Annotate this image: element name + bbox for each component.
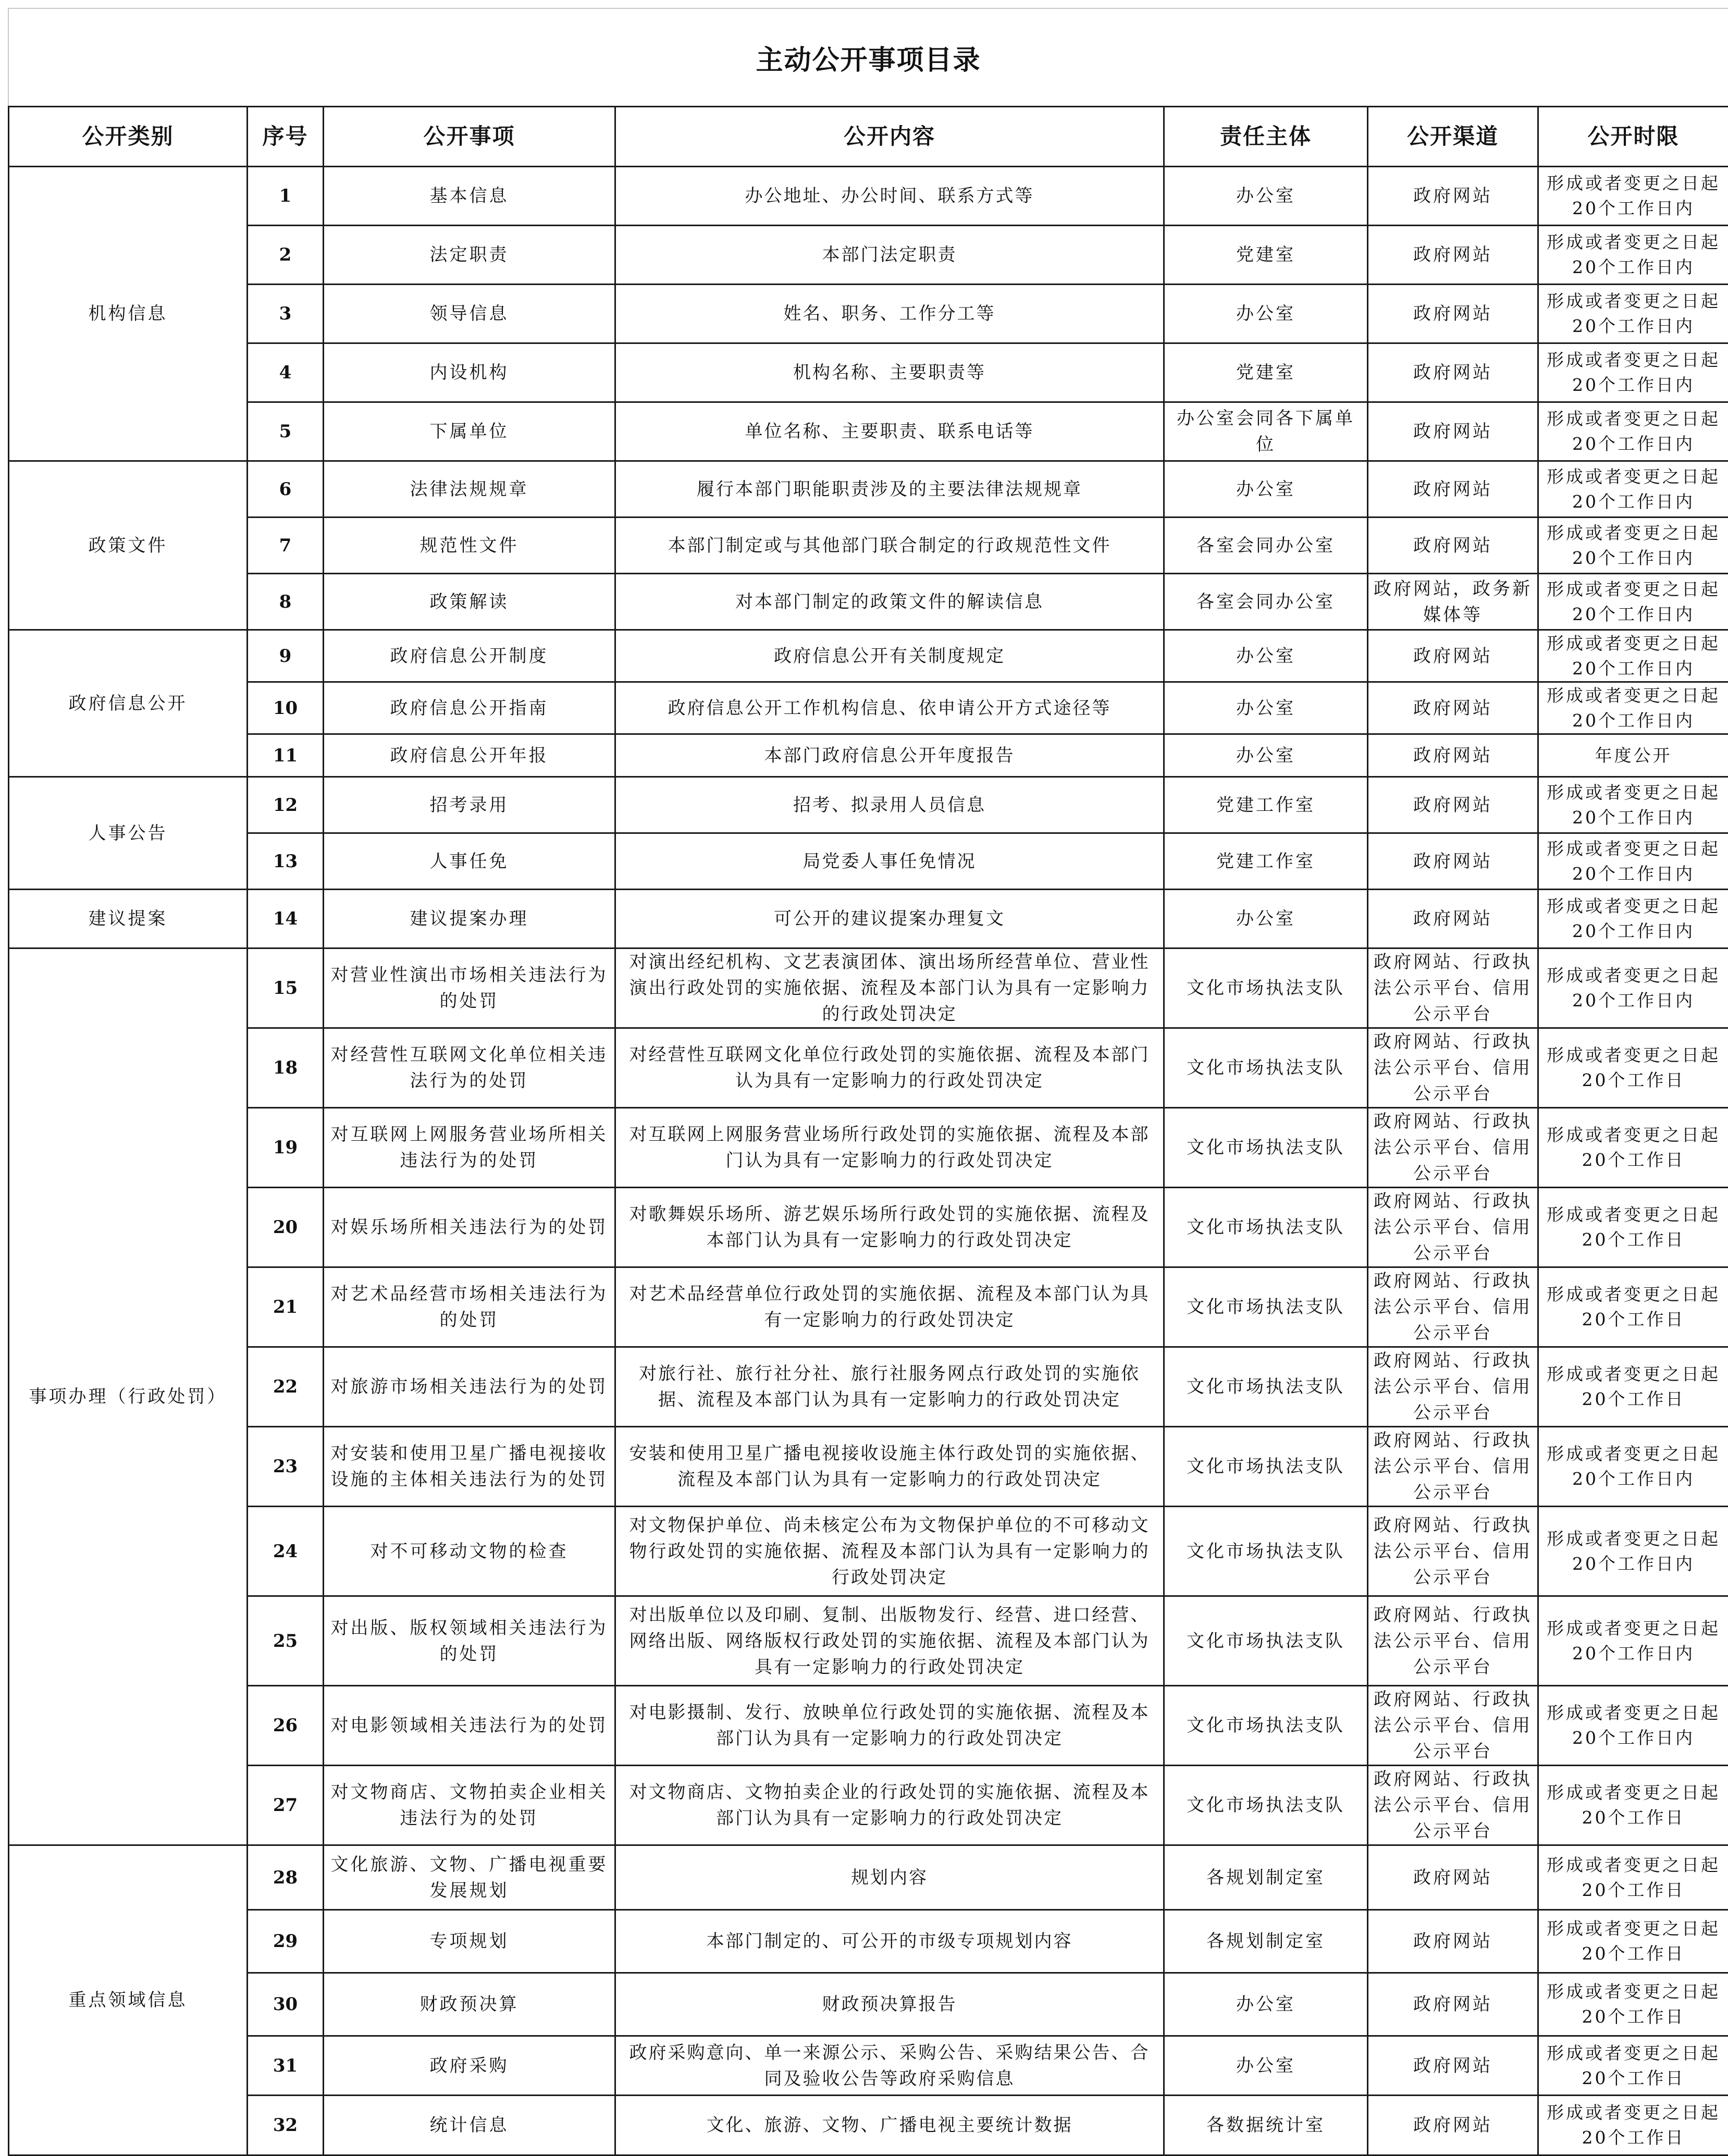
seq-cell: 24: [248, 1507, 324, 1596]
channel-cell: 政府网站: [1368, 2096, 1538, 2155]
seq-cell: 18: [248, 1028, 324, 1108]
header-category: 公开类别: [9, 107, 248, 167]
subject-cell: 办公室: [1164, 1973, 1368, 2036]
time-cell: 形成或者变更之日起20个工作日内: [1538, 948, 1728, 1028]
subject-cell: 各数据统计室: [1164, 2096, 1368, 2155]
content-cell: 对旅行社、旅行社分社、旅行社服务网点行政处罚的实施依据、流程及本部门认为具有一定影响力的行政处罚决定: [615, 1347, 1164, 1427]
item-cell: 财政预决算: [324, 1973, 615, 2036]
time-cell: 形成或者变更之日起20个工作日内: [1538, 1686, 1728, 1766]
subject-cell: 党建工作室: [1164, 777, 1368, 833]
seq-cell: 10: [248, 682, 324, 734]
category-cell: 政策文件: [9, 461, 248, 630]
table-row: [9, 1845, 1728, 1910]
channel-cell: 政府网站: [1368, 1910, 1538, 1973]
channel-cell: 政府网站: [1368, 1845, 1538, 1910]
table-row: [9, 574, 1728, 630]
content-cell: 本部门法定职责: [615, 226, 1164, 285]
time-cell: 形成或者变更之日起20个工作日内: [1538, 630, 1728, 682]
subject-cell: 办公室: [1164, 890, 1368, 948]
subject-cell: 各规划制定室: [1164, 1845, 1368, 1910]
seq-cell: 19: [248, 1108, 324, 1188]
subject-cell: 文化市场执法支队: [1164, 1188, 1368, 1267]
seq-cell: 2: [248, 226, 324, 285]
seq-cell: 21: [248, 1267, 324, 1347]
channel-cell: 政府网站: [1368, 402, 1538, 461]
header-item: 公开事项: [324, 107, 615, 167]
seq-cell: 8: [248, 574, 324, 630]
item-cell: 文化旅游、文物、广播电视重要发展规划: [324, 1845, 615, 1910]
time-cell: 形成或者变更之日起20个工作日内: [1538, 343, 1728, 402]
table-row: [9, 1973, 1728, 2036]
seq-cell: 4: [248, 343, 324, 402]
time-cell: 形成或者变更之日起20个工作日内: [1538, 226, 1728, 285]
time-cell: 形成或者变更之日起20个工作日: [1538, 2036, 1728, 2096]
time-cell: 形成或者变更之日起20个工作日内: [1538, 285, 1728, 343]
table-row: [9, 1267, 1728, 1347]
header-row: [9, 107, 1728, 167]
time-cell: 形成或者变更之日起20个工作日内: [1538, 461, 1728, 518]
time-cell: 形成或者变更之日起20个工作日内: [1538, 890, 1728, 948]
seq-cell: 32: [248, 2096, 324, 2155]
seq-cell: 7: [248, 518, 324, 574]
table-row: [9, 682, 1728, 734]
table-row: [9, 1108, 1728, 1188]
seq-cell: 23: [248, 1427, 324, 1507]
channel-cell: 政府网站: [1368, 226, 1538, 285]
item-cell: 对安装和使用卫星广播电视接收设施的主体相关违法行为的处罚: [324, 1427, 615, 1507]
channel-cell: 政府网站: [1368, 285, 1538, 343]
time-cell: 形成或者变更之日起20个工作日: [1538, 1347, 1728, 1427]
content-cell: 对本部门制定的政策文件的解读信息: [615, 574, 1164, 630]
content-cell: 履行本部门职能职责涉及的主要法律法规规章: [615, 461, 1164, 518]
header-channel: 公开渠道: [1368, 107, 1538, 167]
content-cell: 本部门制定的、可公开的市级专项规划内容: [615, 1910, 1164, 1973]
item-cell: 对互联网上网服务营业场所相关违法行为的处罚: [324, 1108, 615, 1188]
table-row: [9, 1910, 1728, 1973]
item-cell: 对出版、版权领域相关违法行为的处罚: [324, 1596, 615, 1686]
table-row: [9, 734, 1728, 777]
table-row: [9, 777, 1728, 833]
time-cell: 形成或者变更之日起20个工作日: [1538, 1845, 1728, 1910]
table-row: [9, 1507, 1728, 1596]
title-cell: [8, 8, 1728, 106]
table-row: [9, 948, 1728, 1028]
subject-cell: 党建室: [1164, 226, 1368, 285]
header-time: 公开时限: [1538, 107, 1728, 167]
subject-cell: 文化市场执法支队: [1164, 1507, 1368, 1596]
seq-cell: 22: [248, 1347, 324, 1427]
table-row: [9, 402, 1728, 461]
category-cell: 人事公告: [9, 777, 248, 890]
time-cell: 形成或者变更之日起20个工作日内: [1538, 682, 1728, 734]
subject-cell: 文化市场执法支队: [1164, 1267, 1368, 1347]
item-cell: 政府信息公开指南: [324, 682, 615, 734]
channel-cell: 政府网站: [1368, 833, 1538, 890]
page-title: 主动公开事项目录: [756, 38, 981, 77]
channel-cell: 政府网站、行政执法公示平台、信用公示平台: [1368, 1766, 1538, 1845]
table-row: [9, 285, 1728, 343]
item-cell: 法定职责: [324, 226, 615, 285]
item-cell: 法律法规规章: [324, 461, 615, 518]
item-cell: 基本信息: [324, 167, 615, 226]
time-cell: 形成或者变更之日起20个工作日内: [1538, 1507, 1728, 1596]
subject-cell: 文化市场执法支队: [1164, 1427, 1368, 1507]
subject-cell: 文化市场执法支队: [1164, 1108, 1368, 1188]
channel-cell: 政府网站，政务新媒体等: [1368, 574, 1538, 630]
item-cell: 领导信息: [324, 285, 615, 343]
content-cell: 本部门制定或与其他部门联合制定的行政规范性文件: [615, 518, 1164, 574]
table-row: [9, 630, 1728, 682]
time-cell: 形成或者变更之日起20个工作日内: [1538, 402, 1728, 461]
item-cell: 政策解读: [324, 574, 615, 630]
table-row: [9, 890, 1728, 948]
table-row: [9, 518, 1728, 574]
table-row: [9, 1766, 1728, 1845]
content-cell: 政府信息公开工作机构信息、依申请公开方式途径等: [615, 682, 1164, 734]
channel-cell: 政府网站、行政执法公示平台、信用公示平台: [1368, 1267, 1538, 1347]
seq-cell: 25: [248, 1596, 324, 1686]
subject-cell: 党建室: [1164, 343, 1368, 402]
time-cell: 形成或者变更之日起20个工作日内: [1538, 1427, 1728, 1507]
time-cell: 形成或者变更之日起20个工作日内: [1538, 167, 1728, 226]
catalog-sheet: [8, 8, 1728, 2156]
subject-cell: 各室会同办公室: [1164, 518, 1368, 574]
item-cell: 对电影领域相关违法行为的处罚: [324, 1686, 615, 1766]
content-cell: 对电影摄制、发行、放映单位行政处罚的实施依据、流程及本部门认为具有一定影响力的行政处罚决定: [615, 1686, 1164, 1766]
seq-cell: 5: [248, 402, 324, 461]
catalog-table: [8, 106, 1728, 2156]
content-cell: 政府信息公开有关制度规定: [615, 630, 1164, 682]
category-cell: 建议提案: [9, 890, 248, 948]
content-cell: 政府采购意向、单一来源公示、采购公告、采购结果公告、合同及验收公告等政府采购信息: [615, 2036, 1164, 2096]
content-cell: 招考、拟录用人员信息: [615, 777, 1164, 833]
subject-cell: 文化市场执法支队: [1164, 1028, 1368, 1108]
seq-cell: 29: [248, 1910, 324, 1973]
subject-cell: 文化市场执法支队: [1164, 1686, 1368, 1766]
seq-cell: 9: [248, 630, 324, 682]
category-cell: 政府信息公开: [9, 630, 248, 777]
seq-cell: 28: [248, 1845, 324, 1910]
item-cell: 统计信息: [324, 2096, 615, 2155]
subject-cell: 文化市场执法支队: [1164, 1347, 1368, 1427]
time-cell: 形成或者变更之日起20个工作日: [1538, 1188, 1728, 1267]
channel-cell: 政府网站: [1368, 777, 1538, 833]
channel-cell: 政府网站: [1368, 734, 1538, 777]
channel-cell: 政府网站、行政执法公示平台、信用公示平台: [1368, 1507, 1538, 1596]
table-row: [9, 167, 1728, 226]
content-cell: 财政预决算报告: [615, 1973, 1164, 2036]
item-cell: 对文物商店、文物拍卖企业相关违法行为的处罚: [324, 1766, 615, 1845]
table-row: [9, 1188, 1728, 1267]
item-cell: 政府信息公开制度: [324, 630, 615, 682]
subject-cell: 文化市场执法支队: [1164, 1766, 1368, 1845]
category-cell: 机构信息: [9, 167, 248, 461]
time-cell: 形成或者变更之日起20个工作日: [1538, 1267, 1728, 1347]
table-row: [9, 1347, 1728, 1427]
subject-cell: 办公室会同各下属单位: [1164, 402, 1368, 461]
channel-cell: 政府网站、行政执法公示平台、信用公示平台: [1368, 1686, 1538, 1766]
item-cell: 规范性文件: [324, 518, 615, 574]
table-body: [9, 167, 1728, 2155]
channel-cell: 政府网站、行政执法公示平台、信用公示平台: [1368, 948, 1538, 1028]
channel-cell: 政府网站: [1368, 167, 1538, 226]
content-cell: 对互联网上网服务营业场所行政处罚的实施依据、流程及本部门认为具有一定影响力的行政处罚决定: [615, 1108, 1164, 1188]
content-cell: 单位名称、主要职责、联系电话等: [615, 402, 1164, 461]
subject-cell: 办公室: [1164, 461, 1368, 518]
table-row: [9, 1028, 1728, 1108]
item-cell: 下属单位: [324, 402, 615, 461]
content-cell: 对演出经纪机构、文艺表演团体、演出场所经营单位、营业性演出行政处罚的实施依据、流程及本部门认为具有一定影响力的行政处罚决定: [615, 948, 1164, 1028]
subject-cell: 办公室: [1164, 2036, 1368, 2096]
subject-cell: 办公室: [1164, 285, 1368, 343]
channel-cell: 政府网站: [1368, 343, 1538, 402]
channel-cell: 政府网站、行政执法公示平台、信用公示平台: [1368, 1596, 1538, 1686]
item-cell: 对营业性演出市场相关违法行为的处罚: [324, 948, 615, 1028]
subject-cell: 各规划制定室: [1164, 1910, 1368, 1973]
channel-cell: 政府网站、行政执法公示平台、信用公示平台: [1368, 1028, 1538, 1108]
time-cell: 形成或者变更之日起20个工作日: [1538, 1910, 1728, 1973]
time-cell: 形成或者变更之日起20个工作日: [1538, 1108, 1728, 1188]
content-cell: 机构名称、主要职责等: [615, 343, 1164, 402]
time-cell: 形成或者变更之日起20个工作日内: [1538, 518, 1728, 574]
subject-cell: 办公室: [1164, 630, 1368, 682]
channel-cell: 政府网站: [1368, 1973, 1538, 2036]
seq-cell: 27: [248, 1766, 324, 1845]
time-cell: 形成或者变更之日起20个工作日: [1538, 1766, 1728, 1845]
table-row: [9, 1686, 1728, 1766]
item-cell: 政府采购: [324, 2036, 615, 2096]
table-row: [9, 343, 1728, 402]
table-row: [9, 1596, 1728, 1686]
subject-cell: 办公室: [1164, 167, 1368, 226]
time-cell: 形成或者变更之日起20个工作日内: [1538, 1596, 1728, 1686]
time-cell: 形成或者变更之日起20个工作日: [1538, 1973, 1728, 2036]
item-cell: 建议提案办理: [324, 890, 615, 948]
content-cell: 本部门政府信息公开年度报告: [615, 734, 1164, 777]
channel-cell: 政府网站: [1368, 682, 1538, 734]
seq-cell: 26: [248, 1686, 324, 1766]
channel-cell: 政府网站: [1368, 630, 1538, 682]
item-cell: 对娱乐场所相关违法行为的处罚: [324, 1188, 615, 1267]
table-row: [9, 461, 1728, 518]
item-cell: 招考录用: [324, 777, 615, 833]
channel-cell: 政府网站: [1368, 2036, 1538, 2096]
item-cell: 对旅游市场相关违法行为的处罚: [324, 1347, 615, 1427]
item-cell: 对经营性互联网文化单位相关违法行为的处罚: [324, 1028, 615, 1108]
category-cell: 重点领域信息: [9, 1845, 248, 2155]
seq-cell: 3: [248, 285, 324, 343]
content-cell: 对文物保护单位、尚未核定公布为文物保护单位的不可移动文物行政处罚的实施依据、流程及本部门认为具有一定影响力的行政处罚决定: [615, 1507, 1164, 1596]
channel-cell: 政府网站、行政执法公示平台、信用公示平台: [1368, 1427, 1538, 1507]
header-subject: 责任主体: [1164, 107, 1368, 167]
content-cell: 对经营性互联网文化单位行政处罚的实施依据、流程及本部门认为具有一定影响力的行政处罚决定: [615, 1028, 1164, 1108]
header-content: 公开内容: [615, 107, 1164, 167]
item-cell: 内设机构: [324, 343, 615, 402]
subject-cell: 文化市场执法支队: [1164, 948, 1368, 1028]
category-cell: 事项办理（行政处罚）: [9, 948, 248, 1845]
channel-cell: 政府网站、行政执法公示平台、信用公示平台: [1368, 1188, 1538, 1267]
content-cell: 对歌舞娱乐场所、游艺娱乐场所行政处罚的实施依据、流程及本部门认为具有一定影响力的行政处罚决定: [615, 1188, 1164, 1267]
content-cell: 局党委人事任免情况: [615, 833, 1164, 890]
item-cell: 专项规划: [324, 1910, 615, 1973]
item-cell: 对不可移动文物的检查: [324, 1507, 615, 1596]
subject-cell: 各室会同办公室: [1164, 574, 1368, 630]
content-cell: 办公地址、办公时间、联系方式等: [615, 167, 1164, 226]
seq-cell: 13: [248, 833, 324, 890]
table-row: [9, 833, 1728, 890]
header-seq: 序号: [248, 107, 324, 167]
table-row: [9, 2096, 1728, 2155]
content-cell: 可公开的建议提案办理复文: [615, 890, 1164, 948]
time-cell: 形成或者变更之日起20个工作日内: [1538, 574, 1728, 630]
channel-cell: 政府网站、行政执法公示平台、信用公示平台: [1368, 1347, 1538, 1427]
content-cell: 姓名、职务、工作分工等: [615, 285, 1164, 343]
channel-cell: 政府网站、行政执法公示平台、信用公示平台: [1368, 1108, 1538, 1188]
subject-cell: 办公室: [1164, 734, 1368, 777]
subject-cell: 党建工作室: [1164, 833, 1368, 890]
item-cell: 人事任免: [324, 833, 615, 890]
content-cell: 文化、旅游、文物、广播电视主要统计数据: [615, 2096, 1164, 2155]
content-cell: 规划内容: [615, 1845, 1164, 1910]
seq-cell: 20: [248, 1188, 324, 1267]
time-cell: 年度公开: [1538, 734, 1728, 777]
seq-cell: 1: [248, 167, 324, 226]
seq-cell: 12: [248, 777, 324, 833]
time-cell: 形成或者变更之日起20个工作日: [1538, 2096, 1728, 2155]
subject-cell: 办公室: [1164, 682, 1368, 734]
seq-cell: 6: [248, 461, 324, 518]
table-row: [9, 226, 1728, 285]
time-cell: 形成或者变更之日起20个工作日内: [1538, 777, 1728, 833]
subject-cell: 文化市场执法支队: [1164, 1596, 1368, 1686]
seq-cell: 15: [248, 948, 324, 1028]
content-cell: 安装和使用卫星广播电视接收设施主体行政处罚的实施依据、流程及本部门认为具有一定影响力的行政处罚决定: [615, 1427, 1164, 1507]
seq-cell: 30: [248, 1973, 324, 2036]
seq-cell: 31: [248, 2036, 324, 2096]
item-cell: 对艺术品经营市场相关违法行为的处罚: [324, 1267, 615, 1347]
seq-cell: 14: [248, 890, 324, 948]
content-cell: 对出版单位以及印刷、复制、出版物发行、经营、进口经营、网络出版、网络版权行政处罚的实施依据、流程及本部门认为具有一定影响力的行政处罚决定: [615, 1596, 1164, 1686]
table-row: [9, 2036, 1728, 2096]
channel-cell: 政府网站: [1368, 518, 1538, 574]
time-cell: 形成或者变更之日起20个工作日: [1538, 1028, 1728, 1108]
table-row: [9, 1427, 1728, 1507]
content-cell: 对艺术品经营单位行政处罚的实施依据、流程及本部门认为具有一定影响力的行政处罚决定: [615, 1267, 1164, 1347]
time-cell: 形成或者变更之日起20个工作日内: [1538, 833, 1728, 890]
item-cell: 政府信息公开年报: [324, 734, 615, 777]
channel-cell: 政府网站: [1368, 461, 1538, 518]
channel-cell: 政府网站: [1368, 890, 1538, 948]
seq-cell: 11: [248, 734, 324, 777]
content-cell: 对文物商店、文物拍卖企业的行政处罚的实施依据、流程及本部门认为具有一定影响力的行政处罚决定: [615, 1766, 1164, 1845]
